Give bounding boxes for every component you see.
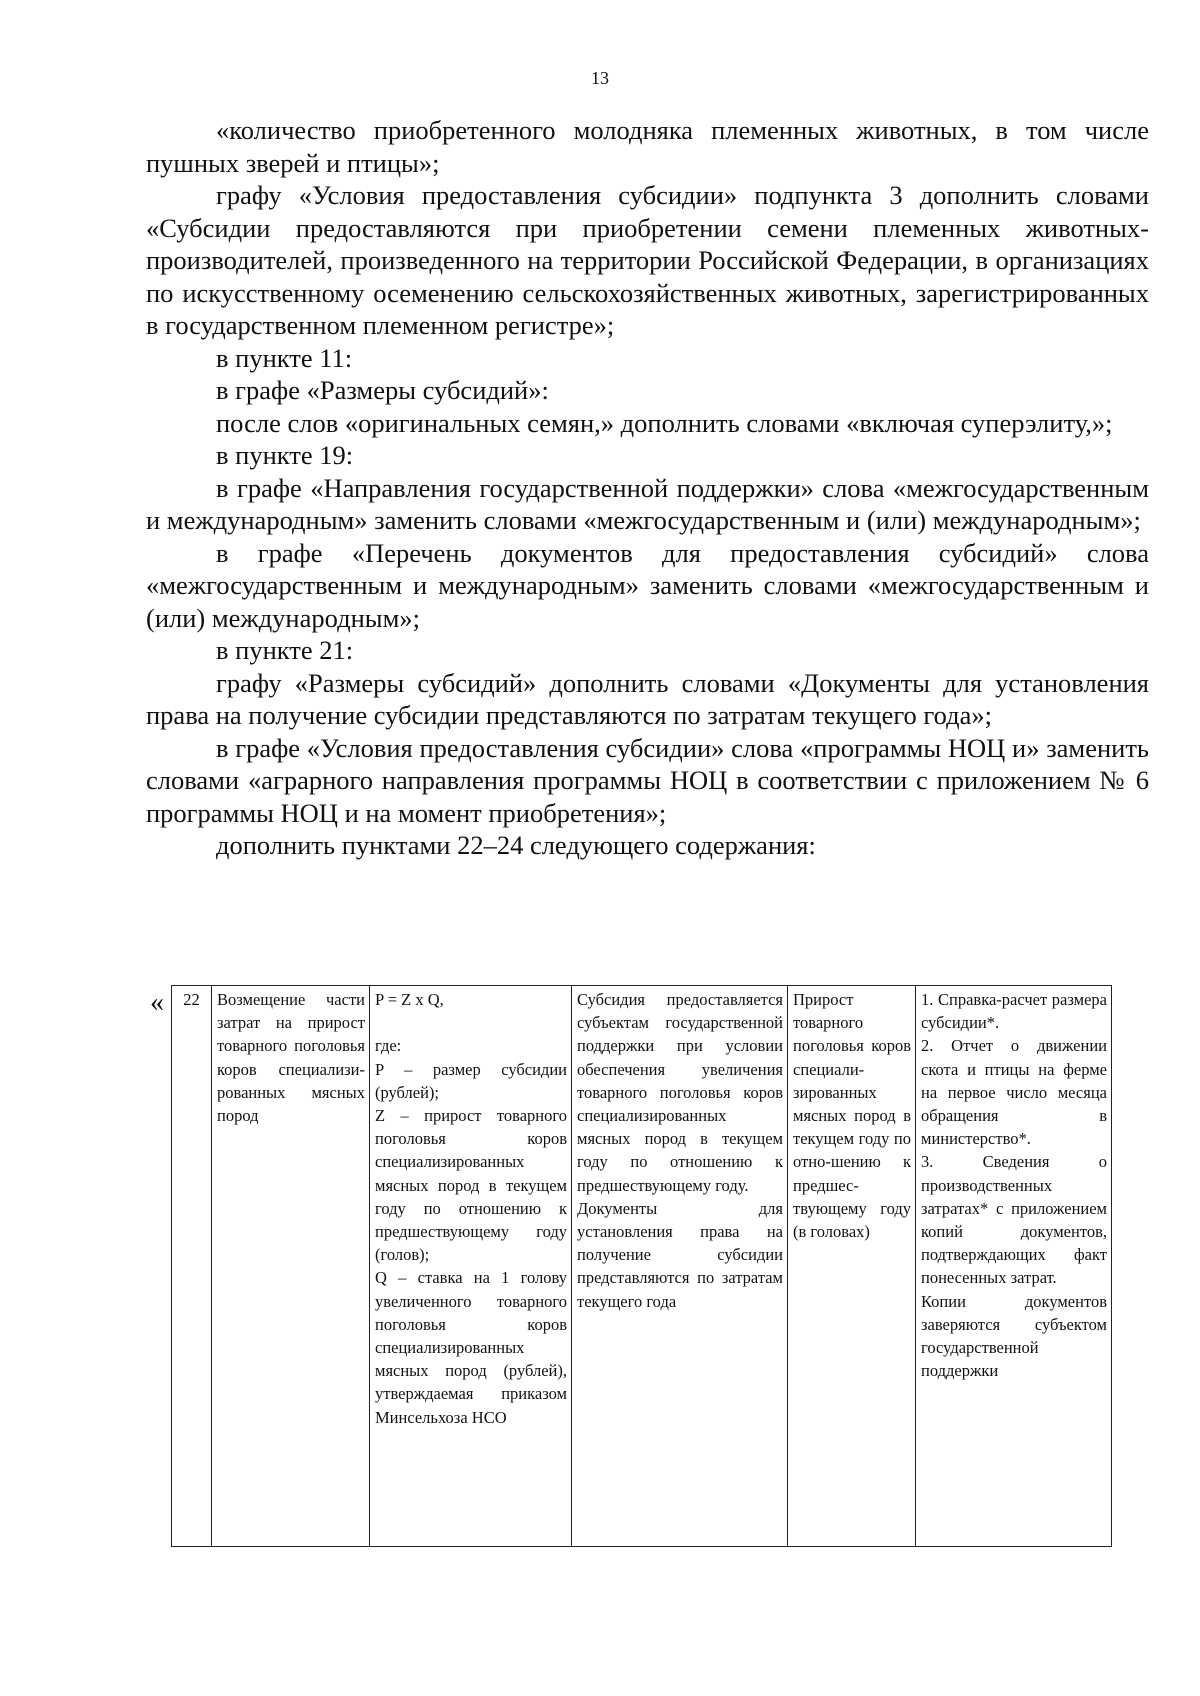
- row-number-cell: [172, 986, 212, 1547]
- paragraph: после слов «оригинальных семян,» дополнить словами «включая суперэлиту,»;: [216, 407, 1113, 438]
- table-row: [172, 986, 1112, 1547]
- documents-list-cell: [916, 986, 1112, 1547]
- subsidy-size-cell: [370, 986, 572, 1547]
- opening-quote-mark: «: [150, 987, 164, 1018]
- subsidy-table: [171, 985, 1112, 1547]
- document-body: [146, 114, 1149, 862]
- subsidy-conditions-text: Субсидия предоставляется субъектам государственной поддержки при условии обеспечения увеличения товарного поголовья коров специализированных мясных пород в текущем году по отношению к предшествующему году. Документы для установления права на получение субсидии представляются по затратам текущего года: [577, 990, 783, 1311]
- paragraph: дополнить пунктами 22–24 следующего содержания:: [216, 830, 816, 860]
- paragraph: графу «Размеры субсидий» дополнить словами «Документы для установления права на получение субсидии представляются по затратам текущего года»;: [146, 667, 1149, 730]
- support-direction-text: Возмещение части затрат на прирост товарного поголовья коров специализи-рованных мясных пород: [217, 990, 365, 1126]
- paragraph: в графе «Направления государственной поддержки» слова «межгосударственным и международным» заменить словами «межгосударственным и (или) международным»;: [146, 472, 1149, 535]
- row-number: 22: [183, 990, 200, 1009]
- paragraph: в пункте 11:: [216, 342, 353, 373]
- paragraph: в графе «Перечень документов для предоставления субсидий» слова «межгосударственным и международным» заменить словами «межгосударственным и (или) международным»;: [146, 537, 1149, 633]
- paragraph: в графе «Размеры субсидий»:: [216, 375, 549, 405]
- subsidy-conditions-cell: [572, 986, 788, 1547]
- documents-list-text: 1. Справка-расчет размера субсидии*. 2. Отчет о движении скота и птицы на ферме на первое число месяца обращения в министерство*. 3. Сведения о производственных затратах* с приложением копий документов, подтверждающих факт понесенных затрат. Копии документов заверяются субъектом государственной поддержки: [921, 990, 1107, 1381]
- subsidy-formula-text: P = Z x Q, где: P – размер субсидии (рублей); Z – прирост товарного поголовья коров специализированных мясных пород в текущем году по отношению к предшествующему году (голов); Q – ставка на 1 голову увеличенного товарного поголовья коров специализированных мясных пород (рублей), утверждаемая приказом Минсельхоза НСО: [375, 990, 567, 1427]
- paragraph: в пункте 19:: [216, 440, 354, 470]
- support-direction-cell: [212, 986, 370, 1547]
- paragraph: в пункте 21:: [216, 635, 354, 665]
- paragraph: «количество приобретенного молодняка племенных животных, в том числе пушных зверей и птицы»;: [146, 115, 1149, 178]
- paragraph: в графе «Условия предоставления субсидии» слова «программы НОЦ и» заменить словами «аграрного направления программы НОЦ в соответствии с приложением № 6 программы НОЦ и на момент приобретения»;: [146, 732, 1149, 828]
- page-number: 13: [591, 68, 609, 88]
- result-indicator-cell: [788, 986, 916, 1547]
- paragraph: графу «Условия предоставления субсидии» подпункта 3 дополнить словами «Субсидии предоставляются при приобретении семени племенных животных-производителей, произведенного на территории Российской Федерации, в организациях по искусственному осеменению сельскохозяйственных животных, зарегистрированных в государственном племенном регистре»;: [146, 180, 1149, 340]
- result-indicator-text: Прирост товарного поголовья коров специали-зированных мясных пород в текущем году по отно-шению к предшес-твующему году (в головах): [793, 990, 911, 1242]
